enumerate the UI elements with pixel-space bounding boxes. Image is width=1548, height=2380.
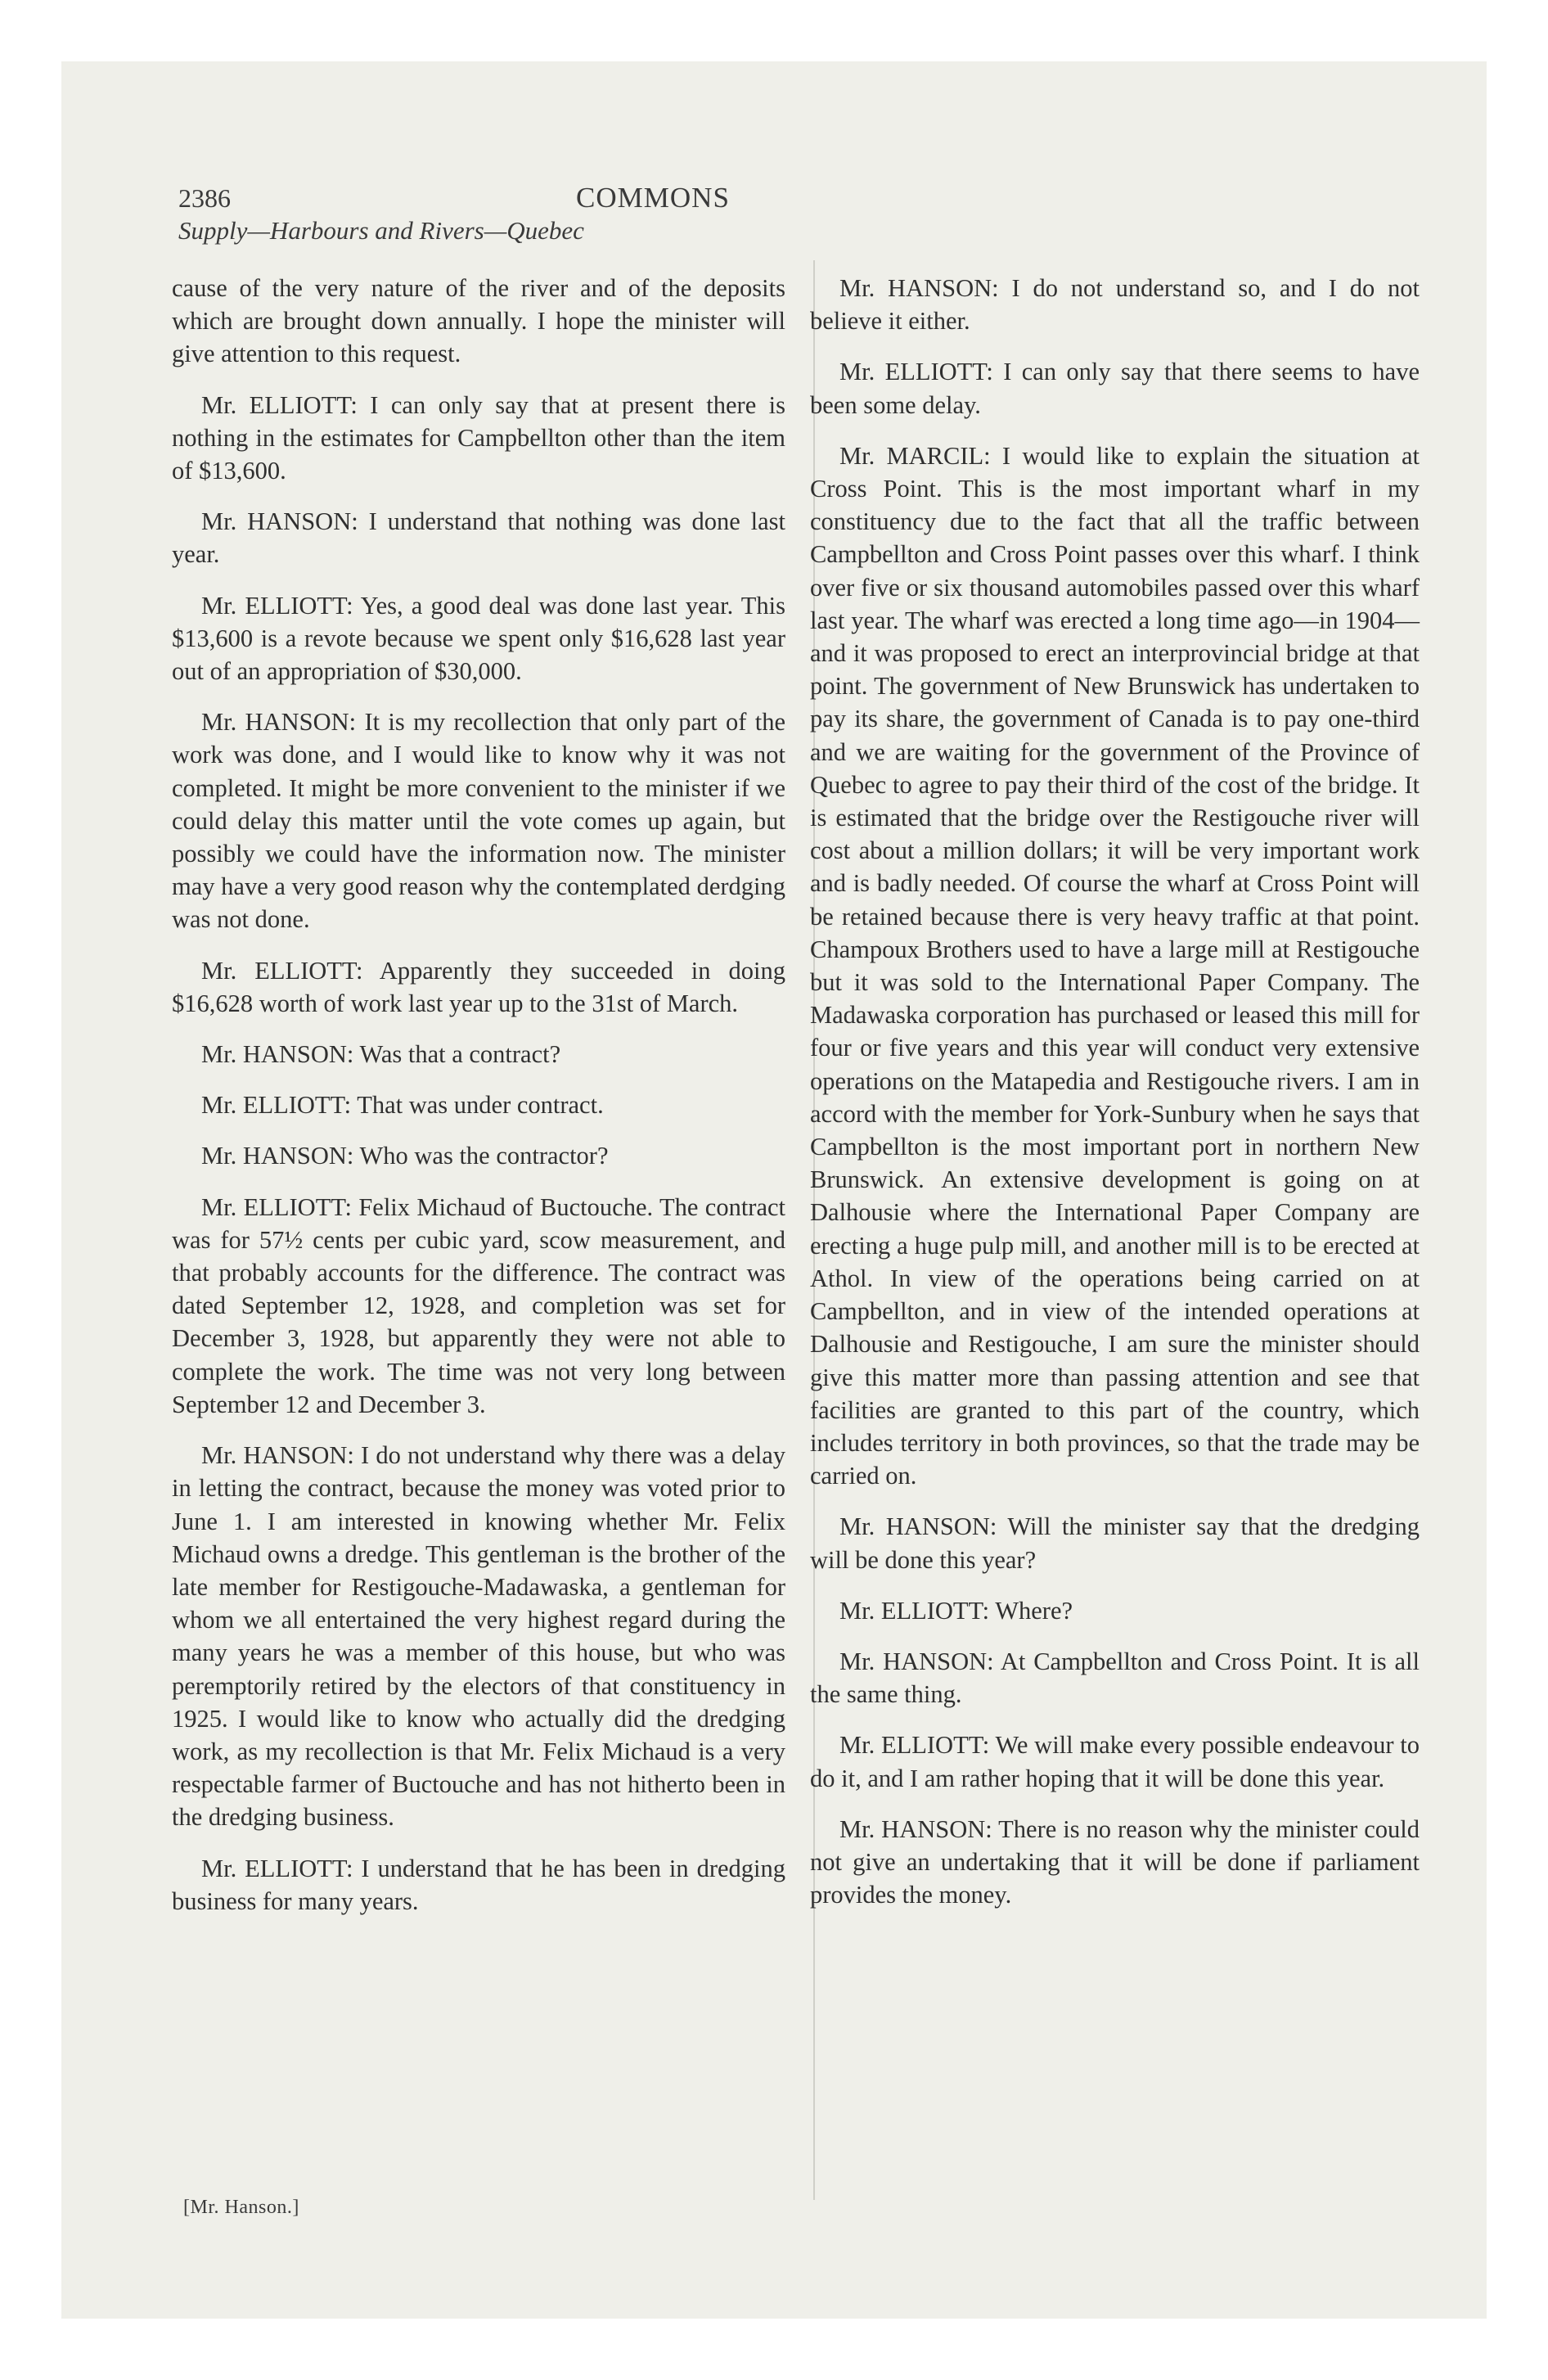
paragraph: Mr. ELLIOTT: Apparently they succeeded in doing $16,628 worth of work last year up to the 31st of March. — [172, 956, 785, 1017]
left-column — [172, 272, 785, 1936]
paragraph: Mr. ELLIOTT: I can only say that there seems to have been some delay. — [810, 358, 1420, 419]
paragraph: Mr. HANSON: It is my recollection that only part of the work was done, and I would like to know why it was not completed. It might be more convenient to the minister if we could delay this matter until the vote comes up again, but possibly we could have the information now. The minister may have a very good reason why the contemplated derdging was not done. — [172, 708, 785, 934]
paragraph: Mr. ELLIOTT: Felix Michaud of Buctouche. The contract was for 57½ cents per cubic yard, scow measurement, and that probably accounts for the difference. The contract was dated September 12, 1928, and completion was set for December 3, 1928, but apparently they were not able to complete the work. The time was not very long between September 12 and December 3. — [172, 1192, 785, 1418]
paragraph: Mr. ELLIOTT: Where? — [839, 1596, 1073, 1625]
paragraph: Mr. HANSON: I do not understand so, and I do not believe it either. — [810, 274, 1420, 336]
paragraph: Mr. HANSON: I understand that nothing was done last year. — [172, 507, 785, 569]
paragraph: Mr. ELLIOTT: Yes, a good deal was done last year. This $13,600 is a revote because we spent only $16,628 last year out of an appropriation of $30,000. — [172, 591, 785, 686]
paragraph: Mr. HANSON: At Campbellton and Cross Point. It is all the same thing. — [810, 1647, 1420, 1709]
paragraph: Mr. HANSON: I do not understand why there was a delay in letting the contract, because the money was voted prior to June 1. I am interested in knowing whether Mr. Felix Michaud owns a dredge. This gentleman is the brother of the late member for Restigouche-Madawaska, a gentleman for whom we all entertained the very highest regard during the many years he was a member of this house, but who was peremptorily retired by the electors of that constituency in 1925. I would like to know who actually did the dredging work, as my recollection is that Mr. Felix Michaud is a very respectable farmer of Buctouche and has not hitherto been in the dredging business. — [172, 1441, 785, 1832]
right-column — [810, 272, 1420, 1929]
paragraph: Mr. ELLIOTT: We will make every possible endeavour to do it, and I am rather hoping that it will be done this year. — [810, 1731, 1420, 1792]
paragraph: Mr. HANSON: Was that a contract? — [201, 1040, 561, 1069]
paragraph: Mr. MARCIL: I would like to explain the situation at Cross Point. This is the most important wharf in my constituency due to the fact that all the traffic between Campbellton and Cross Point passes over this wharf. I think over five or six thousand automobiles passed over this wharf last year. The wharf was erected a long time ago—in 1904—and it was proposed to erect an interprovincial bridge at that point. The government of New Brunswick has undertaken to pay its share, the government of Canada is to pay one-third and we are waiting for the government of the Province of Quebec to agree to pay their third of the cost of the bridge. It is estimated that the bridge over the Restigouche river will cost about a million dollars; it will be very important work and is badly needed. Of course the wharf at Cross Point will be retained because there is very heavy traffic at that point. Champoux Brothers used to have a large mill at Restigouche but it was sold to the International Paper Company. The Madawaska corporation has purchased or leased this mill for four or five years and this year will conduct very extensive operations on the Matapedia and Restigouche rivers. I am in accord with the member for York-Sunbury when he says that Campbellton is the most important port in northern New Brunswick. An extensive development is going on at Dalhousie where the International Paper Company are erecting a huge pulp mill, and another mill is to be erected at Athol. In view of the operations being carried on at Campbellton, and in view of the intended operations at Dalhousie and Restigouche, I am sure the minister should give this matter more than passing attention and see that facilities are granted to this part of the country, which includes territory in both provinces, so that the trade may be carried on. — [810, 441, 1420, 1490]
paragraph: Mr. ELLIOTT: That was under contract. — [201, 1091, 604, 1120]
speaker-signature: [Mr. Hanson.] — [183, 2197, 299, 2218]
journal-title: COMMONS — [576, 182, 730, 214]
paragraph: Mr. HANSON: Who was the contractor? — [201, 1142, 609, 1170]
paragraph: cause of the very nature of the river and of the deposits which are brought down annually. I hope the minister will give attention to this request. — [172, 274, 785, 368]
running-head: Supply—Harbours and Rivers—Quebec — [178, 216, 584, 245]
paragraph: Mr. ELLIOTT: I can only say that at present there is nothing in the estimates for Campbellton other than the item of $13,600. — [172, 390, 785, 485]
page-number: 2386 — [178, 183, 231, 213]
paragraph: Mr. HANSON: Will the minister say that the dredging will be done this year? — [810, 1512, 1420, 1574]
paragraph: Mr. HANSON: There is no reason why the minister could not give an undertaking that it will be done if parliament provides the money. — [810, 1814, 1420, 1909]
paragraph: Mr. ELLIOTT: I understand that he has been in dredging business for many years. — [172, 1854, 785, 1915]
